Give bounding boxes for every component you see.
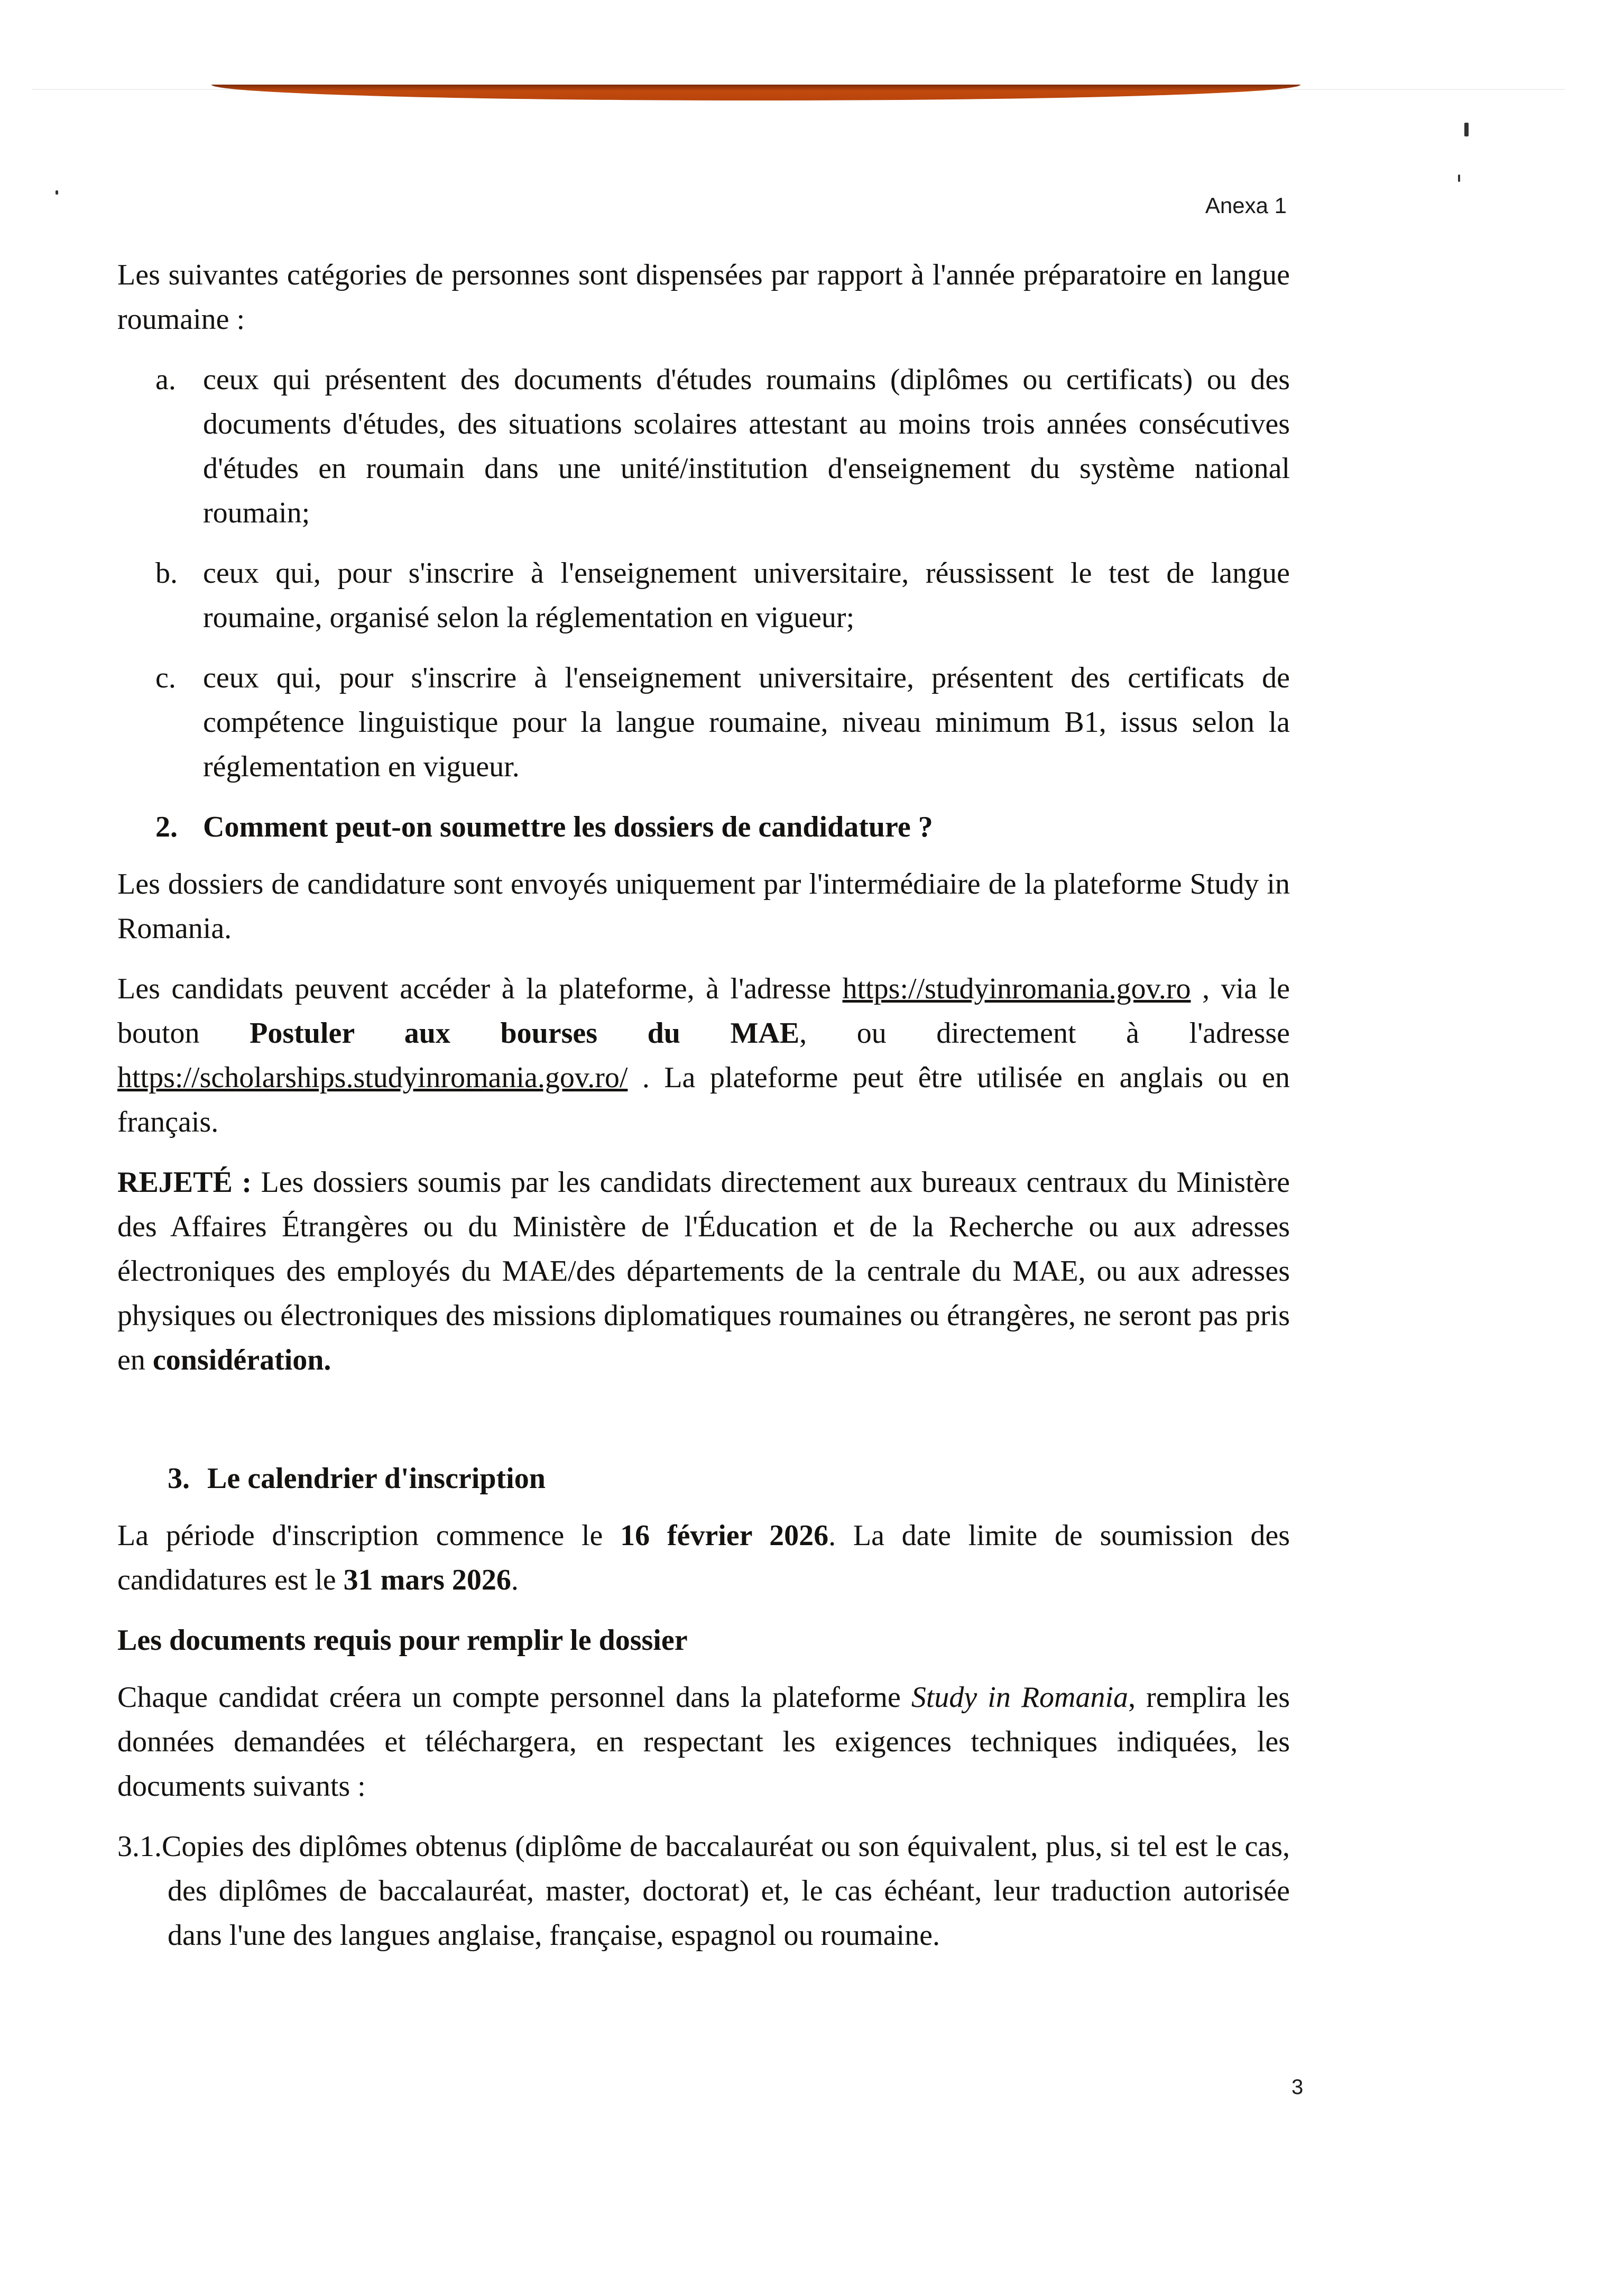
- section-2-heading: [117, 805, 1290, 849]
- text-run: , ou directement à l'adresse: [799, 1017, 1290, 1050]
- text-run: Les candidats peuvent accéder à la plateforme, à l'adresse: [117, 972, 843, 1005]
- page-number: 3: [1291, 2075, 1304, 2099]
- list-marker: a.: [155, 363, 176, 396]
- list-item-text: ceux qui, pour s'inscrire à l'enseignement universitaire, réussissent le test de langue roumaine, organisé selon la réglementation en vigueur;: [203, 557, 1290, 634]
- start-date: 16 février 2026: [620, 1519, 829, 1552]
- item-text: Copies des diplômes obtenus (diplôme de baccalauréat ou son équivalent, plus, si tel est le cas, des diplômes de baccalauréat, master, doctorat) et, le cas échéant, leur traduction autorisée dans l'une des langues anglaise, française, espagnol ou roumaine.: [162, 1830, 1290, 1952]
- text-run: Les dossiers soumis par les candidats directement aux bureaux centraux du Ministère des Affaires Étrangères ou du Ministère de l'Éducation et de la Recherche ou aux adresses électroniques des employés du MAE/des départements de la centrale du MAE, ou aux adresses physiques ou électroniques des missions diplomatiques roumaines ou étrangères, ne seront pas pris en: [117, 1166, 1290, 1376]
- annex-label: Anexa 1: [1205, 193, 1287, 218]
- section-number: 2.: [155, 811, 178, 843]
- list-item: [117, 551, 1290, 640]
- section-number: 3.: [168, 1462, 190, 1495]
- list-marker: c.: [155, 662, 176, 694]
- intro-paragraph: Les suivantes catégories de personnes sont dispensées par rapport à l'année préparatoire en langue roumaine :: [117, 259, 1290, 336]
- documents-intro-paragraph: [117, 1675, 1290, 1808]
- text-run: , remplira les données demandées et téléchargera, en respectant les exigences techniques indiquées, les documents suivants :: [117, 1681, 1290, 1803]
- text-run: , via le bouton: [117, 972, 1290, 1050]
- scan-speck: [1458, 175, 1460, 182]
- rejected-paragraph: [117, 1160, 1290, 1382]
- binding-strip: [211, 85, 1300, 100]
- list-marker: b.: [155, 557, 178, 590]
- section-title: Le calendrier d'inscription: [207, 1462, 546, 1495]
- platform-name: Study in Romania: [911, 1681, 1129, 1714]
- scholarships-link[interactable]: https://scholarships.studyinromania.gov.ro/: [117, 1061, 628, 1094]
- platform-access-paragraph: [117, 967, 1290, 1144]
- emphasis: considération.: [152, 1344, 331, 1376]
- list-item-text: ceux qui présentent des documents d'études roumains (diplômes ou certificats) ou des documents d'études, des situations scolaires attestant au moins trois années consécutives d'études en roumain dans une unité/institution d'enseignement du système national roumain;: [203, 363, 1290, 529]
- section-title: Comment peut-on soumettre les dossiers de candidature ?: [203, 811, 933, 843]
- text-run: La période d'inscription commence le: [117, 1519, 621, 1552]
- submission-paragraph: Les dossiers de candidature sont envoyés uniquement par l'intermédiaire de la plateforme Study in Romania.: [117, 868, 1290, 945]
- text-run: .: [511, 1564, 519, 1596]
- rejected-label: REJETÉ :: [117, 1166, 252, 1199]
- studyinromania-link[interactable]: https://studyinromania.gov.ro: [842, 972, 1191, 1005]
- apply-button-name: Postuler aux bourses du MAE: [250, 1017, 800, 1050]
- list-item-text: ceux qui, pour s'inscrire à l'enseignement universitaire, présentent des certificats de compétence linguistique pour la langue roumaine, niveau minimum B1, issus selon la réglementation en vigueur.: [203, 662, 1290, 783]
- exemption-list: [117, 357, 1290, 789]
- required-documents-heading: Les documents requis pour remplir le dossier: [117, 1624, 688, 1657]
- text-run: . La date limite de soumission des candidatures est le: [117, 1519, 1290, 1596]
- document-item-3-1: [117, 1824, 1290, 1958]
- list-item: [117, 656, 1290, 789]
- text-run: Chaque candidat créera un compte personnel dans la plateforme: [117, 1681, 911, 1714]
- registration-period-paragraph: [117, 1513, 1290, 1602]
- deadline-date: 31 mars 2026: [343, 1564, 511, 1596]
- scan-speck: [1464, 123, 1469, 136]
- item-number: 3.1.: [117, 1830, 162, 1863]
- text-run: . La plateforme peut être utilisée en anglais ou en français.: [117, 1061, 1290, 1138]
- section-3-heading: [117, 1456, 1290, 1501]
- scan-speck: [56, 190, 58, 195]
- list-item: [117, 357, 1290, 535]
- document-body: [117, 253, 1290, 1958]
